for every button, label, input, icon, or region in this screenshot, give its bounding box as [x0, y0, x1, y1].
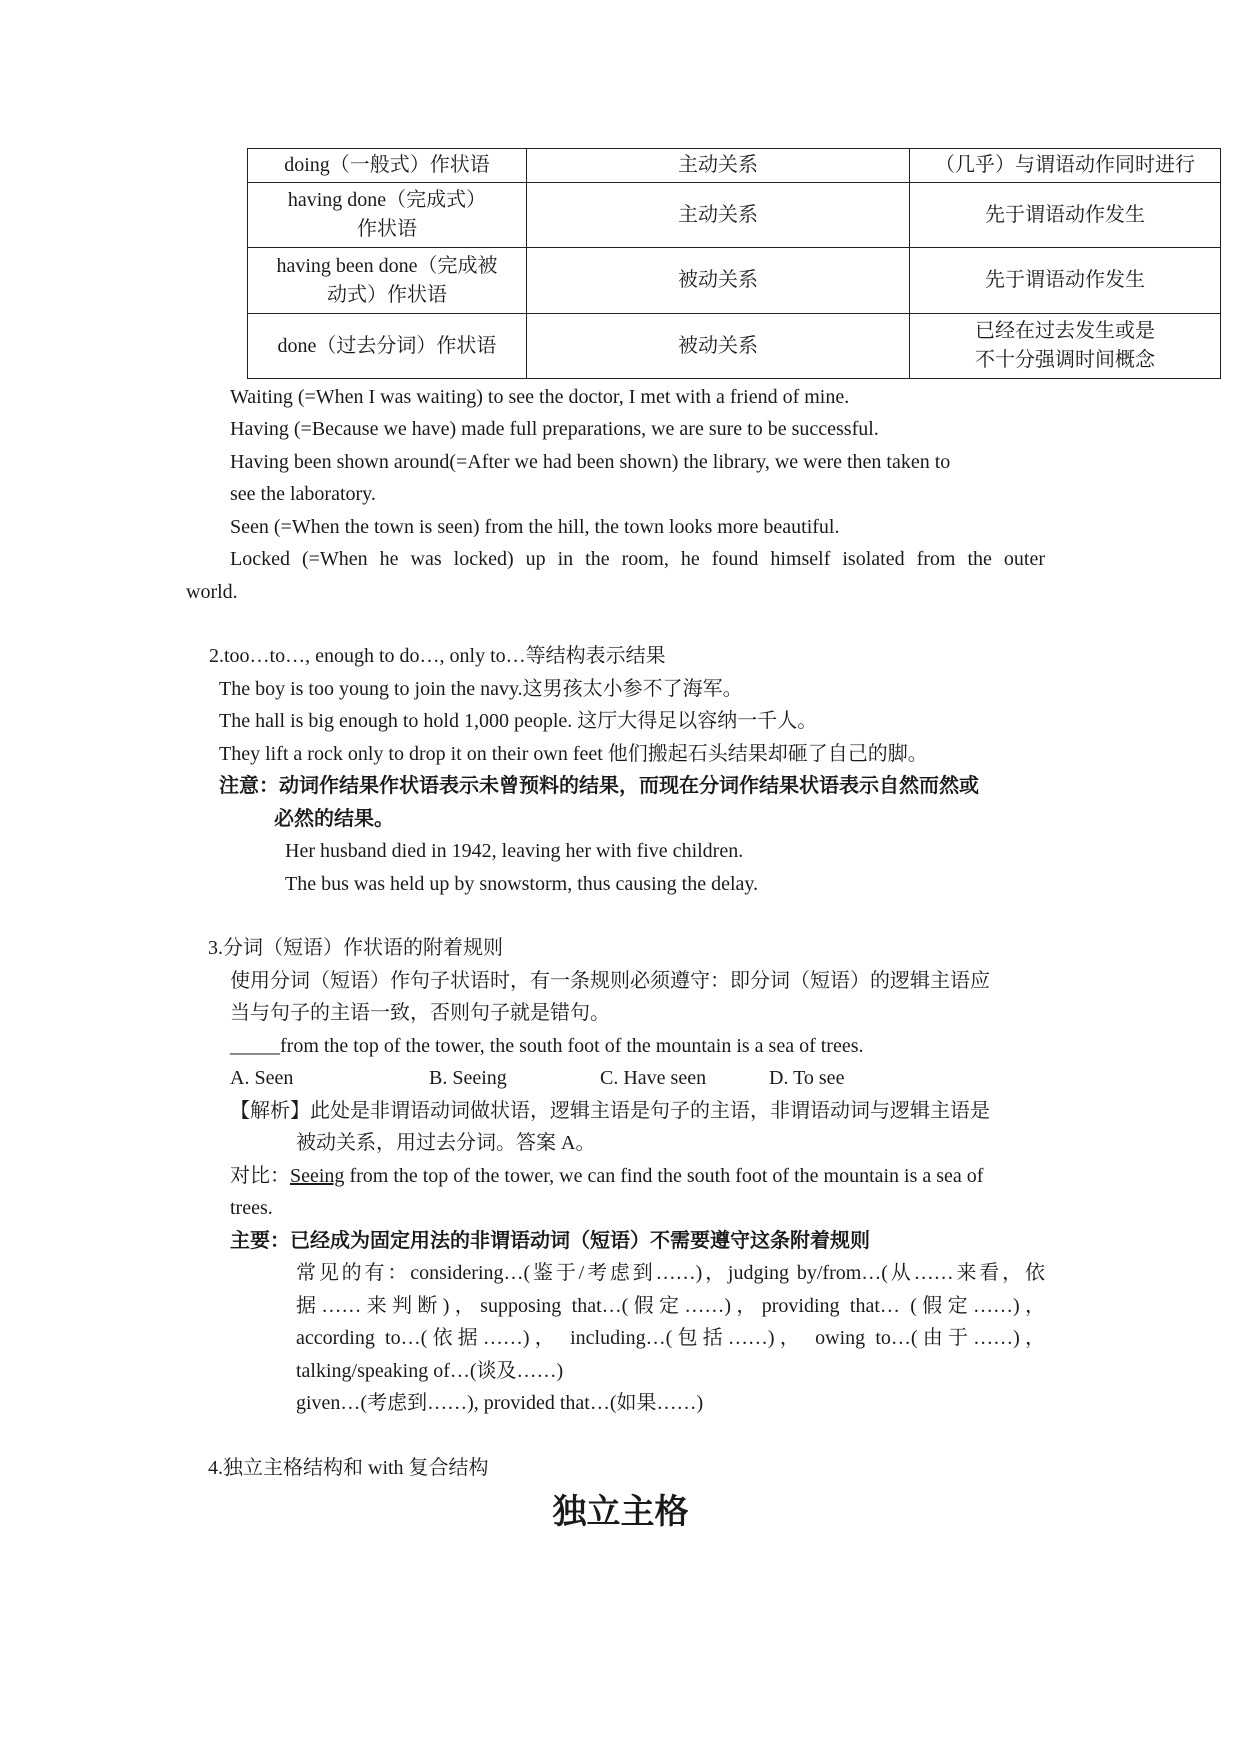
table-cell-relation: 主动关系: [527, 149, 910, 183]
example-sentence: Seen (=When the town is seen) from the hill, the town looks more beautiful.: [230, 516, 840, 538]
option-a: A. Seen: [230, 1067, 294, 1089]
table-cell-line: having been done（完成被: [276, 254, 498, 277]
example-sentence: The boy is too young to join the navy.这男孩太小参不了海军。: [219, 678, 743, 700]
table-row: [248, 149, 1221, 183]
table-row: [248, 314, 1221, 379]
page-subtitle: 独立主格: [552, 1492, 689, 1532]
table-cell-time: 先于谓语动作发生: [910, 183, 1221, 248]
section-heading: 4.独立主格结构和 with 复合结构: [208, 1457, 489, 1479]
compare-rest: from the top of the tower, we can find the south foot of the mountain is a sea of: [344, 1165, 984, 1187]
compare-text: trees.: [230, 1197, 273, 1219]
option-d: D. To see: [769, 1067, 845, 1089]
example-sentence: world.: [186, 581, 238, 603]
common-usage: given…(考虑到……), provided that…(如果……): [296, 1392, 704, 1414]
common-usage: 据……来判断)，supposing that…(假定……)，providing that… (假定……)，: [296, 1295, 1045, 1317]
table-cell-line: 不十分强调时间概念: [975, 349, 1155, 371]
table-cell-line: 动式）作状语: [327, 283, 447, 306]
table-cell-form: done（过去分词）作状语: [248, 314, 527, 379]
compare-word: Seeing: [290, 1165, 345, 1187]
example-sentence: Her husband died in 1942, leaving her with five children.: [285, 840, 744, 862]
table-row: [248, 248, 1221, 314]
table-cell-time: （几乎）与谓语动作同时进行: [910, 149, 1221, 183]
section-heading: 3.分词（短语）作状语的附着规则: [208, 937, 503, 959]
table-cell-relation: 主动关系: [527, 183, 910, 248]
example-sentence: They lift a rock only to drop it on their own feet 他们搬起石头结果却砸了自己的脚。: [219, 743, 928, 765]
example-sentence: The bus was held up by snowstorm, thus causing the delay.: [285, 873, 759, 895]
common-usage: 常见的有：considering…(鉴于/考虑到……)，judging by/from…(从……来看，依: [296, 1262, 1045, 1284]
example-sentence: see the laboratory.: [230, 483, 376, 505]
example-sentence: Having been shown around(=After we had been shown) the library, we were then taken to: [230, 451, 951, 473]
analysis-text: 【解析】此处是非谓语动词做状语，逻辑主语是句子的主语，非谓语动词与逻辑主语是: [230, 1100, 990, 1122]
option-c: C. Have seen: [600, 1067, 707, 1089]
option-b: B. Seeing: [429, 1067, 507, 1089]
table-cell-line: 作状语: [357, 218, 417, 240]
compare-label: 对比：: [230, 1165, 290, 1187]
table-cell-form: [248, 183, 527, 248]
example-sentence: Locked (=When he was locked) up in the room, he found himself isolated from the outer: [230, 548, 1045, 570]
participle-forms-table: [247, 148, 1221, 379]
table-cell-line: having done（完成式）: [287, 189, 487, 211]
analysis-text: 被动关系，用过去分词。答案 A。: [296, 1132, 596, 1154]
table-cell-time: [910, 314, 1221, 379]
rule-text: 使用分词（短语）作句子状语时，有一条规则必须遵守：即分词（短语）的逻辑主语应: [230, 970, 990, 992]
note-text: 注意：动词作结果作状语表示未曾预料的结果，而现在分词作结果状语表示自然而然或: [219, 775, 979, 797]
common-usage: according to…(依据……)， including…(包括……)， owing to…(由于……)，: [296, 1327, 1045, 1349]
compare-text: [230, 1163, 983, 1189]
table-cell-form: doing（一般式）作状语: [248, 149, 527, 183]
example-sentence: Having (=Because we have) made full preparations, we are sure to be successful.: [230, 418, 879, 440]
table-cell-relation: 被动关系: [527, 248, 910, 314]
table-cell-form: [248, 248, 527, 314]
example-sentence: The hall is big enough to hold 1,000 people. 这厅大得足以容纳一千人。: [219, 710, 818, 732]
question-body: from the top of the tower, the south foot of the mountain is a sea of trees.: [280, 1035, 864, 1057]
question-text: [230, 1033, 864, 1059]
table-cell-relation: 被动关系: [527, 314, 910, 379]
example-sentence: Waiting (=When I was waiting) to see the doctor, I met with a friend of mine.: [230, 386, 850, 408]
note-text: 必然的结果。: [274, 808, 394, 830]
rule-text: 当与句子的主语一致，否则句子就是错句。: [230, 1002, 610, 1024]
table-cell-time: 先于谓语动作发生: [910, 248, 1221, 314]
table-row: [248, 183, 1221, 248]
answer-blank: _____: [230, 1035, 280, 1057]
table-cell-line: 已经在过去发生或是: [975, 320, 1155, 342]
main-note: 主要：已经成为固定用法的非谓语动词（短语）不需要遵守这条附着规则: [230, 1230, 870, 1252]
common-usage: talking/speaking of…(谈及……): [296, 1360, 564, 1382]
section-heading: 2.too…to…, enough to do…, only to…等结构表示结果: [209, 645, 666, 667]
